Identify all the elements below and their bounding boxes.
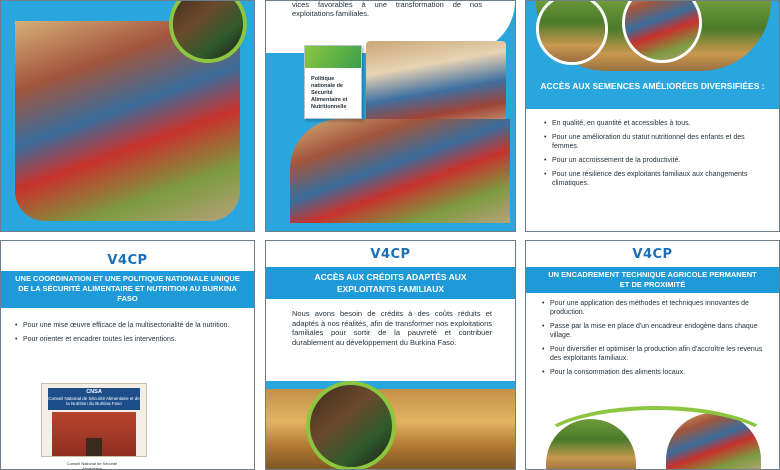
farmers-photo-circle-left — [536, 0, 608, 65]
list-item: • Pour une amélioration du statut nutritionnel des enfants et des femmes. — [544, 133, 764, 151]
handshake-photo-circle — [169, 0, 247, 63]
credit-title: ACCÈS AUX CRÉDITS ADAPTÉS AUX EXPLOITANTS FAMILIAUX — [266, 267, 515, 299]
list-item: • Pour une application des méthodes et techniques innovantes de production. — [542, 299, 768, 317]
list-item: • Pour une mise œuvre efficace de la multisectorialité de la nutrition. — [15, 321, 243, 330]
panel-bottom-right — [525, 240, 780, 470]
assembly-photo — [290, 119, 510, 223]
cnsa-sign: CNSA Conseil National de Sécurité Alimentaire et de la Nutrition du Burkina Faso — [48, 388, 140, 410]
meeting-photo — [366, 41, 506, 131]
list-item: • Passe par la mise en place d'un encadreur endogène dans chaque village. — [542, 322, 768, 340]
policy-document — [304, 45, 362, 119]
list-item: • Pour un accroissement de la productivité. — [544, 156, 764, 165]
list-item: • Pour une résilience des exploitants familiaux aux changements climatiques. — [544, 170, 764, 188]
intro-text: vices favorables à une transformation de nos exploitations familiales. — [292, 0, 482, 18]
panel-top-middle — [265, 0, 516, 232]
bottom-caption: Conseil National de Sécurité Alimentaire — [66, 461, 118, 470]
panel-bottom-middle — [265, 240, 516, 470]
panel-bottom-left — [0, 240, 255, 470]
cnsa-building — [41, 383, 147, 457]
list-item: • En qualité, en quantité et accessibles à tous. — [544, 119, 764, 128]
seeds-bullets — [544, 119, 764, 193]
money-photo-circle — [306, 381, 396, 470]
policy-document-title: Politique nationale de Sécurité Alimentaire et Nutritionnelle — [311, 76, 348, 110]
farmers-photo-circle-right — [622, 0, 702, 63]
coordination-bullets — [15, 321, 243, 349]
panel-heading: V4CP — [370, 247, 411, 262]
list-item: • Pour diversifier et optimiser la production afin d'accroître les revenus des exploitants familiaux. — [542, 345, 768, 363]
technical-title: UN ENCADREMENT TECHNIQUE AGRICOLE PERMANENT ET DE PROXIMITÉ — [526, 267, 779, 293]
panel-heading: V4CP — [107, 253, 148, 268]
panel-heading: V4CP — [632, 247, 673, 262]
coordination-title: UNE COORDINATION ET UNE POLITIQUE NATIONALE UNIQUE DE LA SÉCURITÉ ALIMENTAIRE ET NUTRITION AU BURKINA FASO — [1, 271, 254, 308]
panel-top-right — [525, 0, 780, 232]
credit-paragraph: Nous avons besoin de crédits à des coûts réduits et adaptés à nos réalités, afin de transformer nos exploitations familiales pour sortir de la pauvreté et contribuer durablement au développement du Burkina Faso. — [292, 309, 492, 347]
panel-top-left — [0, 0, 255, 232]
technical-bullets — [542, 299, 768, 382]
list-item: • Pour la consommation des aliments locaux. — [542, 368, 768, 377]
seeds-title: ACCÈS AUX SEMENCES AMÉLIORÉES DIVERSIFIÉES : — [540, 81, 765, 91]
list-item: • Pour orienter et encadrer toutes les interventions. — [15, 335, 243, 344]
